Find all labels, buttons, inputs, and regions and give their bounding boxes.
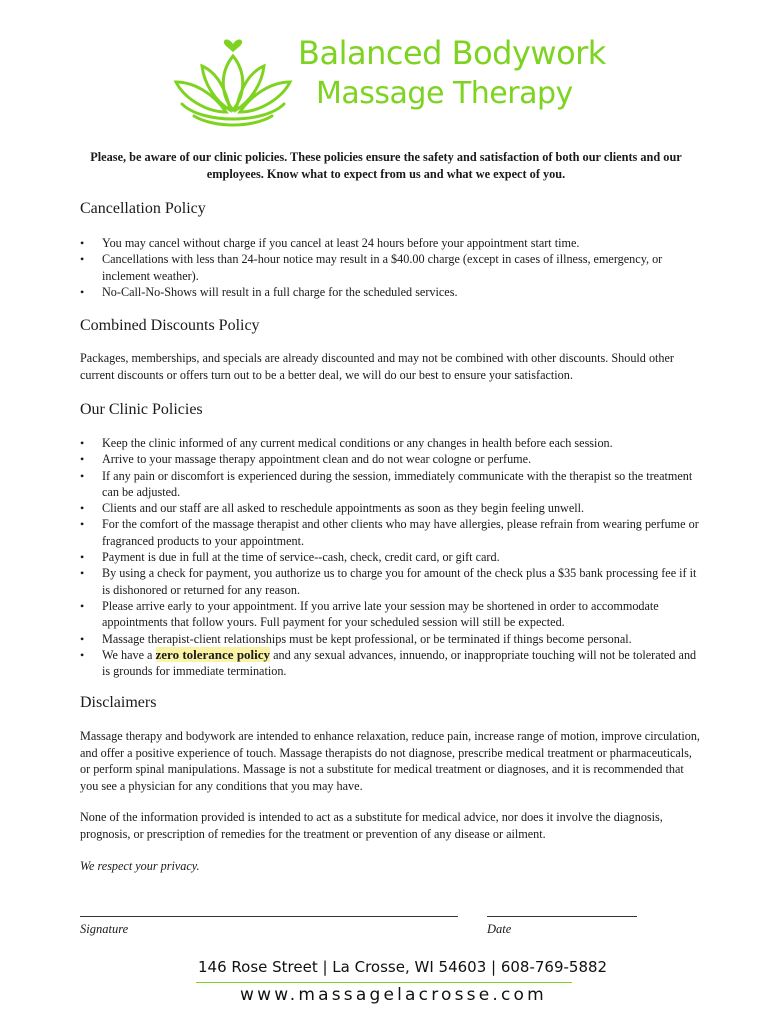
clinic-policies-list bbox=[80, 435, 700, 679]
signature-line[interactable] bbox=[80, 916, 458, 917]
cancellation-heading: Cancellation Policy bbox=[80, 200, 206, 217]
privacy-note: We respect your privacy. bbox=[80, 859, 200, 873]
cancellation-list bbox=[80, 235, 700, 300]
list-item: • Massage therapist-client relationships must be kept professional, or be terminated if things become personal. bbox=[80, 631, 700, 647]
discounts-heading: Combined Discounts Policy bbox=[80, 317, 260, 334]
brand-name-line2: Massage Therapy bbox=[316, 76, 573, 111]
list-item: • Arrive to your massage therapy appointment clean and do not wear cologne or perfume. bbox=[80, 451, 700, 467]
list-item: • For the comfort of the massage therapist and other clients who may have allergies, please refrain from wearing perfume or fragranced products to your appointment. bbox=[80, 516, 700, 549]
discounts-text: Packages, memberships, and specials are already discounted and may not be combined with other discounts. Should other current discounts or offers turn out to be a better deal, we will do our best to ensure your satisfaction. bbox=[80, 351, 674, 382]
list-item: • If any pain or discomfort is experienced during the session, immediately communicate with the therapist so the treatment can be adjusted. bbox=[80, 468, 700, 501]
disclaimers-heading: Disclaimers bbox=[80, 694, 157, 711]
list-item: • No-Call-No-Shows will result in a full charge for the scheduled services. bbox=[80, 284, 700, 300]
list-item: • Keep the clinic informed of any current medical conditions or any changes in health before each session. bbox=[80, 435, 700, 451]
list-item: • By using a check for payment, you authorize us to charge you for amount of the check plus a $35 bank processing fee if it is dishonored or returned for any reason. bbox=[80, 565, 700, 598]
date-line[interactable] bbox=[487, 916, 637, 917]
zero-tolerance-highlight: zero tolerance policy bbox=[155, 646, 271, 662]
footer-divider bbox=[196, 982, 572, 983]
date-label: Date bbox=[487, 922, 512, 936]
list-item: • Cancellations with less than 24-hour notice may result in a $40.00 charge (except in cases of illness, emergency, or inclement weather). bbox=[80, 251, 700, 284]
lotus-icon bbox=[168, 32, 298, 128]
clinic-policies-heading: Our Clinic Policies bbox=[80, 401, 203, 418]
list-item: • You may cancel without charge if you cancel at least 24 hours before your appointment start time. bbox=[80, 235, 700, 251]
header bbox=[0, 0, 770, 140]
signature-label: Signature bbox=[80, 922, 129, 936]
list-item: • Please arrive early to your appointment. If you arrive late your session may be shortened in order to accommodate appointments that follow yours. Full payment for your scheduled session will still be expected. bbox=[80, 598, 700, 631]
list-item: • Payment is due in full at the time of service--cash, check, credit card, or gift card. bbox=[80, 549, 700, 565]
list-item: • Clients and our staff are all asked to reschedule appointments as soon as they begin feeling unwell. bbox=[80, 500, 700, 516]
zero-tolerance-suffix: and any sexual advances, innuendo, or inappropriate touching will not be tolerated and is grounds for immediate termination. bbox=[102, 647, 697, 679]
disclaimer-paragraph-1: Massage therapy and bodywork are intended to enhance relaxation, reduce pain, increase range of motion, improve circulation, and offer a positive experience of touch. Massage therapists do not diagnose, prescribe medical treatment or pharmaceuticals, or perform spinal manipulations. Massage is not a substitute for medical treatment or diagnoses, and it is recommended that you see a physician for any conditions that you may have. bbox=[80, 729, 700, 793]
disclaimer-paragraph-2: None of the information provided is intended to act as a substitute for medical advice, nor does it involve the diagnosis, prognosis, or prescription of remedies for the treatment or prevention of any disease or ailment. bbox=[80, 810, 663, 841]
zero-tolerance-prefix: We have a bbox=[102, 647, 156, 662]
brand-name-line1: Balanced Bodywork bbox=[298, 34, 606, 72]
footer-address: 146 Rose Street | La Crosse, WI 54603 | 608-769-5882 bbox=[198, 958, 608, 976]
list-item-zero-tolerance bbox=[80, 647, 700, 680]
intro-text: Please, be aware of our clinic policies. These policies ensure the safety and satisfaction of both our clients and our employees. Know what to expect from us and what we expect of you. bbox=[90, 150, 682, 181]
footer-website[interactable]: www.massagelacrosse.com bbox=[240, 985, 547, 1005]
